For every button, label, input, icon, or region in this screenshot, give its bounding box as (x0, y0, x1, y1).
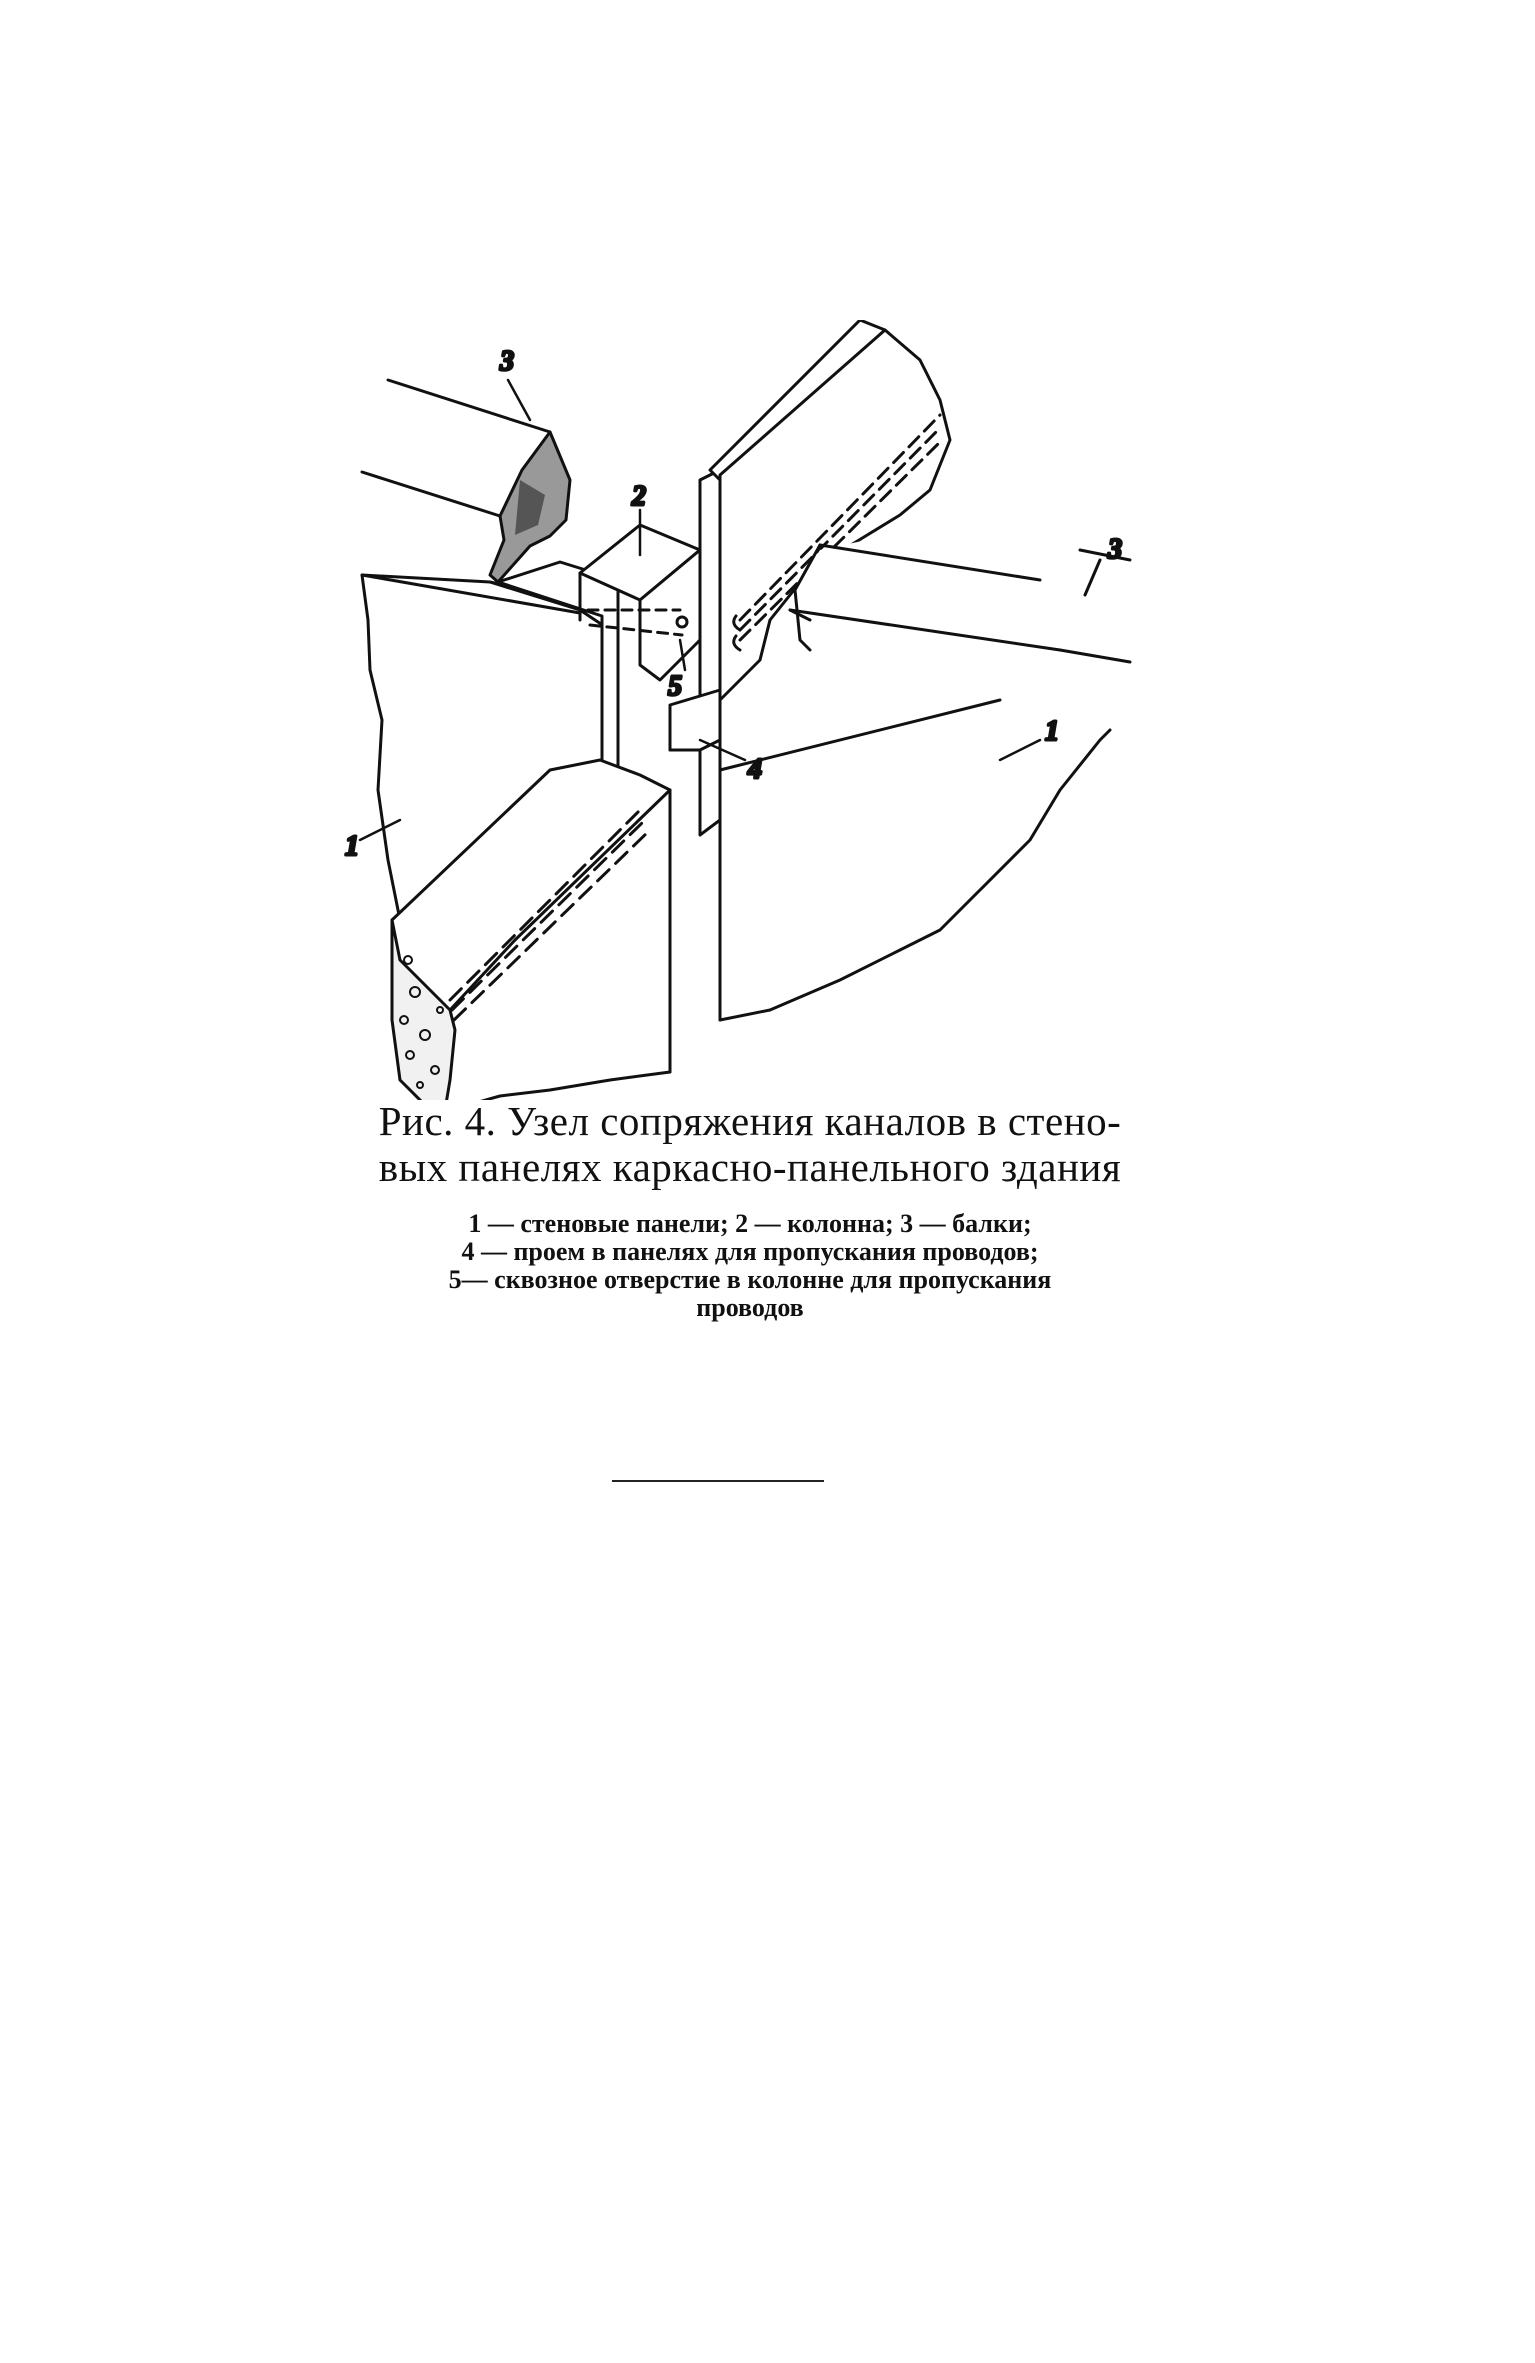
caption-line-1: Рис. 4. Узел сопряжения каналов в стено- (378, 1098, 1122, 1144)
section-divider (612, 1480, 824, 1482)
label-beam-top: 3 (500, 346, 514, 377)
label-panel-right: 1 (1045, 716, 1059, 747)
label-column: 2 (632, 481, 646, 512)
label-beam-right: 3 (1108, 534, 1122, 565)
figure-svg (340, 320, 1160, 1100)
label-opening: 4 (748, 754, 762, 785)
legend-line-2: 4 — проем в панелях для пропускания проводов; (461, 1237, 1039, 1266)
legend-line-3: 5— сквозное отверстие в колонне для пропускания (448, 1265, 1052, 1294)
legend-line-4: проводов (696, 1293, 804, 1322)
wall-panel-right (670, 320, 1110, 1020)
label-hole: 5 (668, 671, 682, 702)
figure-caption (360, 1098, 1140, 1190)
beam-top-left (362, 380, 570, 582)
figure-drawing (340, 320, 1160, 1100)
legend-line-1: 1 — стеновые панели; 2 — колонна; 3 — балки; (468, 1209, 1032, 1238)
label-panel-left: 1 (345, 831, 359, 862)
figure-legend (360, 1210, 1140, 1322)
caption-line-2: вых панелях каркасно-панельного здания (378, 1144, 1122, 1190)
